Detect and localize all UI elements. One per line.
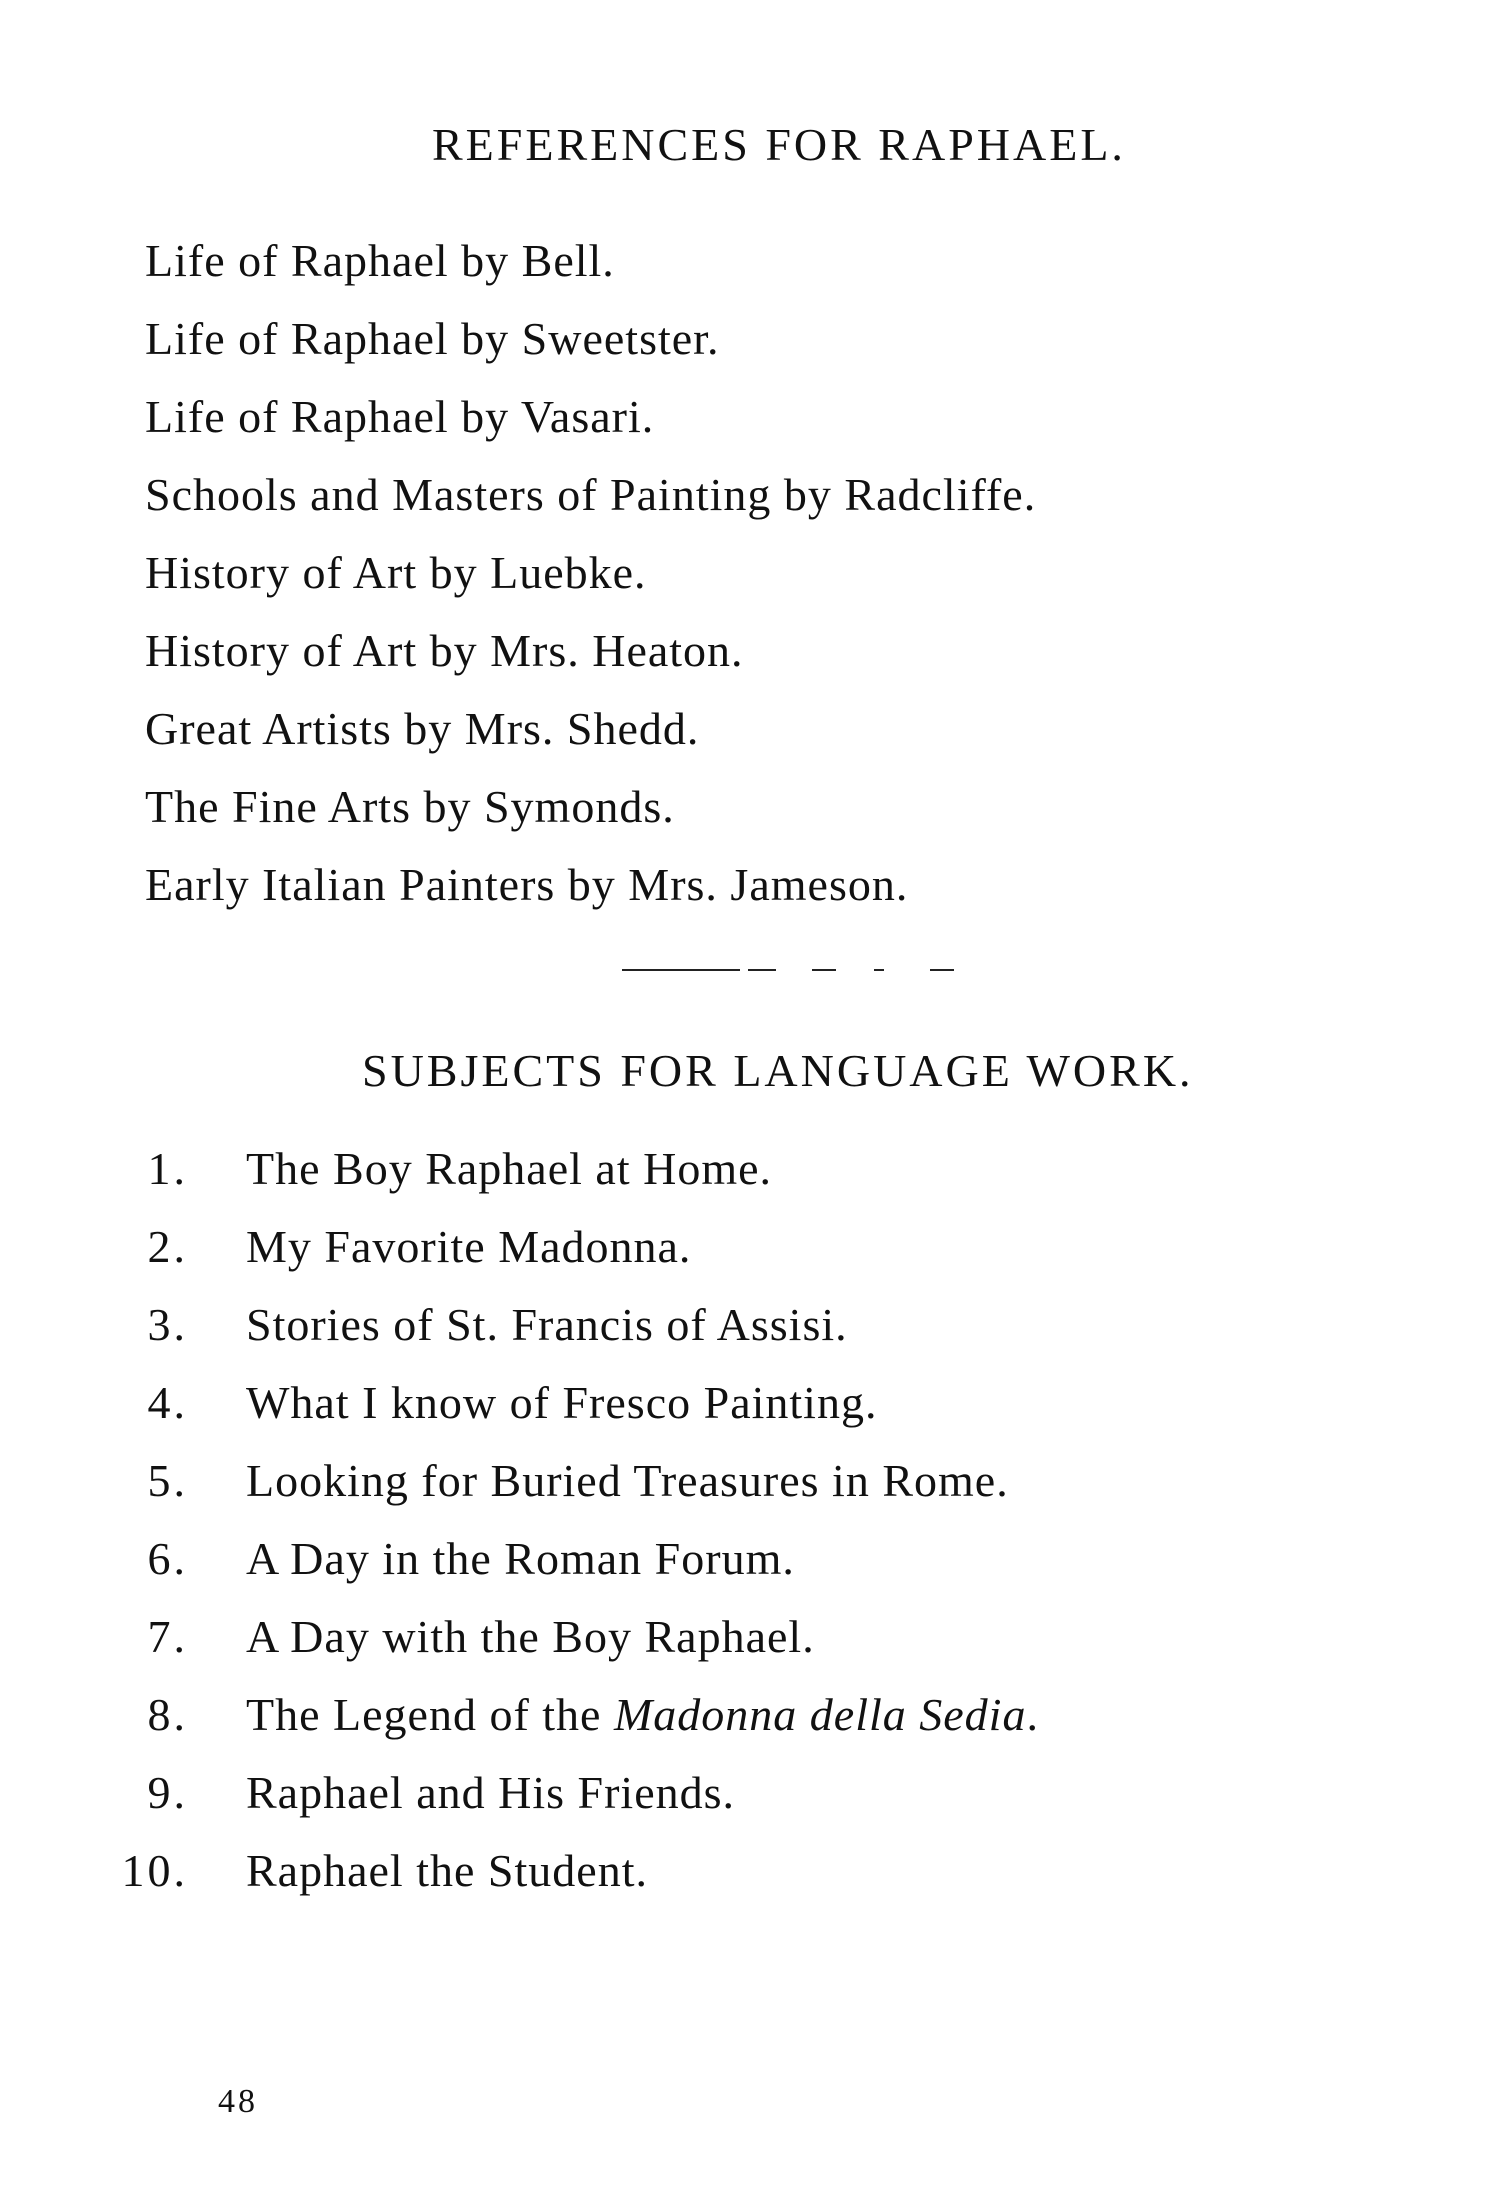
subject-title: A Day in the Roman Forum. [246, 1533, 795, 1584]
subject-item [100, 1208, 692, 1286]
subject-title: A Day with the Boy Raphael. [246, 1611, 815, 1662]
subject-number: 4. [147, 1377, 188, 1428]
subject-item [100, 1832, 648, 1910]
subject-title: The Boy Raphael at Home. [246, 1143, 773, 1194]
subject-number: 2. [147, 1221, 188, 1272]
subject-title: Stories of St. Francis of Assisi. [246, 1299, 848, 1350]
subject-title: Raphael and His Friends. [246, 1767, 736, 1818]
reference-item: History of Art by Mrs. Heaton. [145, 625, 744, 676]
subjects-list [100, 1130, 1039, 1910]
page-number: 48 [218, 2083, 258, 2120]
subject-title-prefix: The Legend of the [246, 1689, 614, 1740]
subject-number: 9. [147, 1767, 188, 1818]
reference-item: Great Artists by Mrs. Shedd. [145, 703, 700, 754]
subject-item [100, 1754, 736, 1832]
subject-title: Looking for Buried Treasures in Rome. [246, 1455, 1009, 1506]
subject-item [100, 1676, 1039, 1754]
reference-item: History of Art by Luebke. [145, 547, 647, 598]
references-heading: REFERENCES FOR RAPHAEL. [432, 119, 1126, 170]
subject-number: 8. [147, 1689, 188, 1740]
subject-number: 3. [147, 1299, 188, 1350]
subject-title-suffix: . [1026, 1689, 1039, 1740]
reference-item: Life of Raphael by Sweetster. [145, 313, 720, 364]
subject-number: 5. [147, 1455, 188, 1506]
subjects-heading: SUBJECTS FOR LANGUAGE WORK. [362, 1045, 1194, 1096]
reference-item: Life of Raphael by Bell. [145, 235, 615, 286]
subject-title-italic: Madonna della Sedia [613, 1689, 1027, 1740]
subject-item [100, 1130, 773, 1208]
subject-number: 1. [147, 1143, 188, 1194]
references-list [145, 222, 1036, 924]
subject-item [100, 1364, 878, 1442]
subject-number: 10. [121, 1845, 188, 1896]
subject-title: Raphael the Student. [246, 1845, 648, 1896]
subject-title: My Favorite Madonna. [246, 1221, 692, 1272]
subject-item [100, 1520, 795, 1598]
reference-item: Life of Raphael by Vasari. [145, 391, 655, 442]
reference-item: The Fine Arts by Symonds. [145, 781, 675, 832]
subject-item [100, 1442, 1009, 1520]
reference-item: Early Italian Painters by Mrs. Jameson. [145, 859, 909, 910]
subject-item [100, 1286, 848, 1364]
subject-item [100, 1598, 815, 1676]
subject-title: What I know of Fresco Painting. [246, 1377, 878, 1428]
subject-number: 7. [147, 1611, 188, 1662]
subject-number: 6. [147, 1533, 188, 1584]
reference-item: Schools and Masters of Painting by Radcliffe. [145, 469, 1037, 520]
section-divider [622, 969, 954, 973]
subject-title [246, 1676, 1039, 1754]
